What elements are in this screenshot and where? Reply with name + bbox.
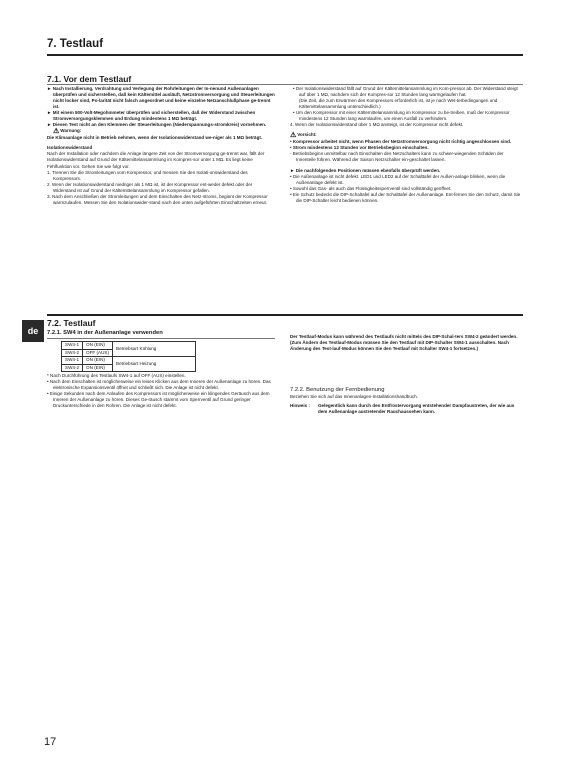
state-cell: ON (EIN): [83, 357, 113, 365]
caution-2: • Strom mindestens 12 Stunden vor Betriebsbeginn einschalten.: [290, 145, 429, 151]
state-cell: ON (EIN): [83, 364, 113, 372]
caution-1: • Kompressor arbeitet nicht, wenn Phasen der Netzstromversorgung nicht richtig angeschlossen sind.: [290, 139, 512, 145]
warning-text: Die Klimaanlage nicht in Betrieb nehmen, wenn der Isolationswiderstand we-niger als 1 MΩ beträgt.: [47, 135, 263, 141]
sub-7-2-1-title: 7.2.1. SW4 in der Außenanlage verwenden: [47, 330, 163, 336]
iso-step-2: 2. Wenn der Isolationswiderstand niedriger als 1 MΩ ist, ist der Kompressor ent-weder defekt oder der Widerstand ist auf Grund der Kältemittelansammlung im Kompressor gefallen.: [47, 181, 253, 193]
hint-block: [290, 403, 522, 415]
section-7-2-title: 7.2. Testlauf: [47, 318, 96, 328]
language-tab: de: [22, 320, 44, 342]
warning-label: Warnung:: [60, 128, 82, 134]
section-7-2-rule-top: [47, 314, 523, 316]
switch-cell: SW4-2: [62, 349, 83, 357]
megohmmeter-bullet: ► Mit einem 500-Volt-Megohmmeter überprüfen und sicherstellen, daß der Widerstand zwischen Stromversorgungsklemmen und Erdung mindestens 1 MΩ beträgt.: [47, 110, 256, 122]
positions-heading: ► Die nachfolgenden Positionen müssen ebenfalls überprüft werden.: [290, 167, 441, 173]
iso-step-3: 3. Nach dem Anschließen der Stromleitungen und dem Einschalten des Netz-stroms, beginnt der Kompressor warmzulaufen. Messen Sie den Isolationswider-stand nach den unten aufgeführten Einschaltzeiten erneut.: [47, 193, 268, 205]
section-7-1-left: [47, 86, 276, 206]
note-sw4-off: * Nach Durchführung des Testlaufs SW4-1 auf OFF (AUS) einstellen.: [47, 373, 186, 378]
chapter-rule: [47, 54, 523, 56]
table-row: [62, 357, 196, 365]
mode-cool-cell: Betriebsart Kühlung: [113, 342, 196, 357]
chapter-title: 7. Testlauf: [47, 38, 104, 50]
caution-3: - Betriebsbeginn unmittelbar nach Einschalten des Netzschalters kann zu schwer-wiegenden Schäden der Innenteile führen. Während der Saison Netzschalter ein-geschaltet lassen.: [290, 151, 504, 163]
iso-step-4: 4. Wenn der Isolationswiderstand über 1 MΩ ansteigt, ist der Kompressor nicht defekt.: [290, 122, 464, 128]
caution-label: Vorsicht:: [297, 132, 317, 138]
check-wiring-bullet: ► Nach Installierung, Verdrahtung und Verlegung der Rohrleitungen der In-nenund Außenanlagen überprüfen und sicherstellen, daß kein Kältemittel ausläuft, Netzstromversorgung und Steuerleitungen nicht locker sind, Po-larität nicht falsch angeordnet und keine einzelne Netzanschlußphase ge-trennt ist.: [47, 86, 275, 110]
iso-text: Nach der Installation oder nachdem die Anlage längere Zeit von der Stromversorgung ge-trennt war, fällt der Isolationswiderstand auf Grund der Kältemittelansammlung im Kompres-sor unter 1 MΩ. Es liegt keine Fehlfunktion vor. Gehen Sie wie folgt vor.: [47, 151, 265, 169]
section-7-2-left-notes: [47, 373, 276, 409]
sub-7-2-2-text: Beziehen Sie sich auf das Innenanlagen-Installationshandbuch.: [290, 394, 418, 399]
note-click: • Nach dem Einschalten ist möglicherweise ein leises Klicken aus dem Inneren der Außenanlage zu hören. Das elektronische Expansionsventil öffnet und schließt sich. Die Anlage ist nicht defekt.: [47, 379, 271, 391]
note-noise: • Einige Sekunden nach dem Anlaufen des Kompressors ist möglicherweise ein klingendes Geräusch aus dem Inneren der Außenanlage zu hören. Dieses Ge-räusch stammt vom Sperrventil auf Grund geringer Druckunterschiede in den Rohren. Die Anlage ist nicht defekt.: [47, 391, 270, 409]
position-2: • Sowohl das Gas- als auch das Flüssigkeitssperrventil sind vollständig geöffnet.: [290, 185, 452, 191]
switch-cell: SW4-1: [62, 342, 83, 350]
iso-heading: Isolationswiderstand: [47, 145, 93, 151]
switch-cell: SW4-2: [62, 364, 83, 372]
sub-7-2-2-body: [290, 394, 522, 415]
table-row: [62, 342, 196, 350]
iso-note-1: • Der Isolationswiderstand fällt auf Grund der Kältemittelansammlung im Kom-pressor ab. Der Widerstand steigt auf über 1 MΩ, nachdem sich der Kompres-sor 12 Stunden lang warmgelaufen hat.: [293, 86, 518, 98]
switch-cell: SW4-1: [62, 357, 83, 365]
position-1: • Die Außenanlage ist nicht defekt. LED1 und LED2 auf der Schalttafel der Außen-anlage blinken, wenn die Außenanlage defekt ist.: [290, 173, 506, 185]
iso-note-1b: (Die Zeit, die zum Erwärmen des Kompressors erforderlich ist, ist je nach Wet-terbedingungen und Kältemittelansammlung unterschiedlich.): [299, 98, 498, 110]
sw4-table: [61, 341, 196, 372]
iso-step-1: 1. Trennen Sie die Stromleitungen vom Kompressor, und messen Sie den Isolati-onswiderstand des Kompressors.: [47, 169, 248, 181]
section-7-1-title: 7.1. Vor dem Testlauf: [47, 74, 132, 84]
page-number: 17: [44, 736, 57, 748]
sub-7-2-2-title: 7.2.2. Benutzung der Fernbedienung: [290, 387, 385, 393]
sub-7-2-1-rule: [47, 338, 275, 339]
mode-heat-cell: Betriebsart Heizung: [113, 357, 196, 372]
position-3: • Ein Schutz bedeckt die DIP-Schaltafel auf der Schalttafel der Außenanlage. Ent-fernen Sie den Schutz, damit Sie die DIP-Schalter leicht bedienen können.: [290, 191, 521, 203]
section-7-2-right: [290, 334, 522, 352]
no-test-bullet: ► Diesen Test nicht an den Klemmen der Steuerleitungen (Niederspannungs-stromkreis) vornehmen.: [47, 122, 267, 128]
section-7-1-rule: [47, 84, 523, 85]
state-cell: ON (EIN): [83, 342, 113, 350]
hint-label: Hinweis :: [290, 403, 310, 409]
iso-note-2: • Um den Kompressor mit einer Kältemittelansammlung im Kompressor zu be-treiben, muß der Kompressor mindestens 12 Stunden lang warmlaufen, um einen Ausfall zu verhindern.: [293, 110, 510, 122]
warning-icon: ⚠: [53, 128, 60, 136]
hint-text: Gelegentlich kann durch den Entfrostervorgang entstehender Dampfaustreten, der wie aus dem Außenanlage austretender Rauchaussehen kann.: [318, 403, 515, 415]
section-7-1-right: [290, 86, 522, 204]
test-mode-note: Der Testlauf-Modus kann während des Testlaufs nicht mittels des DIP-Schal-ters SW4-2 geändert werden. (Zum Ändern des Testlauf-Modus müssen Sie den Testlauf mit DIP-Schalter SW4-1 ausschalten. Nach Änderung des Test-lauf-Modus können Sie den Testlauf mit Schalter SW4-1 fortsetzen.): [290, 334, 518, 352]
state-cell: OFF (AUS): [83, 349, 113, 357]
caution-icon: ⚠: [290, 132, 297, 140]
